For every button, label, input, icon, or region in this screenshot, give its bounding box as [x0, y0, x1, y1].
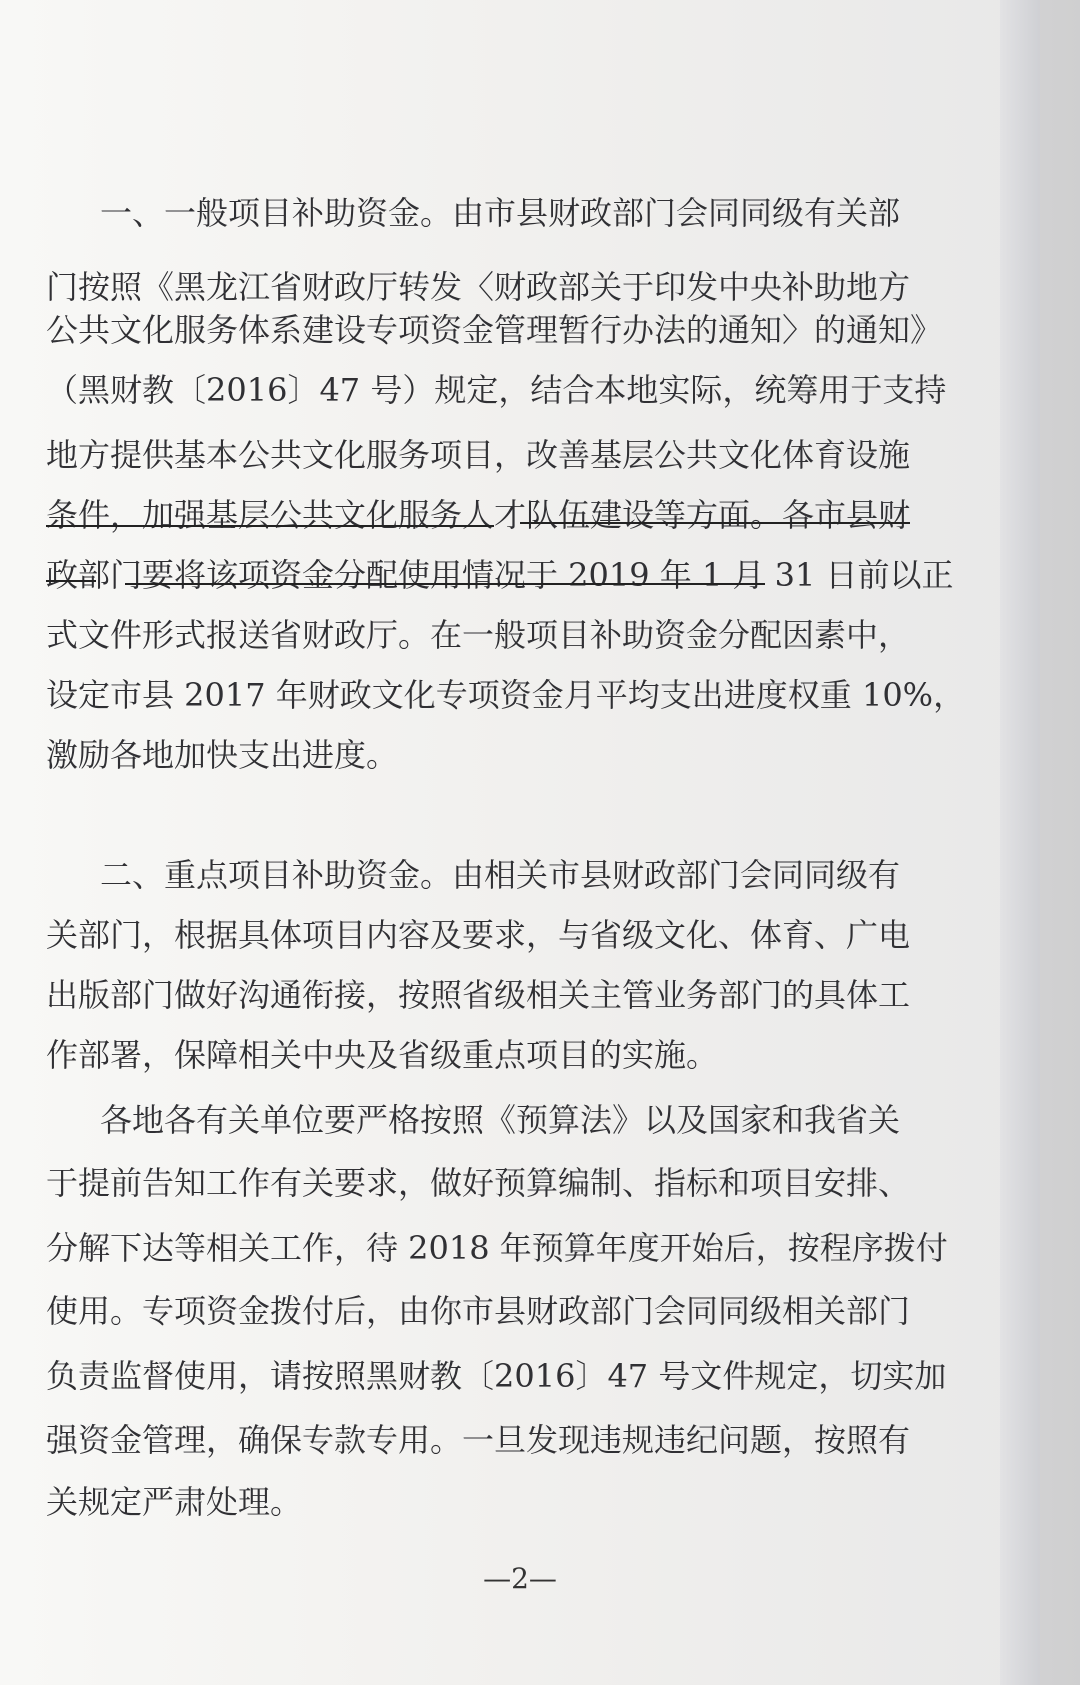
page-number: —2—	[483, 1562, 557, 1595]
paragraph-line: 政部门要将该项资金分配使用情况于 2019 年 1 月 31 日前以正	[46, 556, 954, 594]
paragraph-line: 使用。专项资金拨付后，由你市县财政部门会同同级相关部门	[46, 1292, 911, 1330]
handwritten-underline	[125, 583, 765, 585]
paragraph-line: 分解下达等相关工作，待 2018 年预算年度开始后，按程序拨付	[46, 1229, 948, 1267]
handwritten-underline	[520, 522, 910, 524]
paragraph-line: 设定市县 2017 年财政文化专项资金月平均支出进度权重 10%，	[46, 676, 966, 714]
paragraph-line: 关部门，根据具体项目内容及要求，与省级文化、体育、广电	[46, 916, 911, 954]
handwritten-underline	[46, 580, 96, 582]
paragraph-line: 强资金管理，确保专款专用。一旦发现违规违纪问题，按照有	[46, 1421, 911, 1459]
paragraph-line: 门按照《黑龙江省财政厅转发〈财政部关于印发中央补助地方	[46, 268, 911, 306]
paragraph-line: （黑财教〔2016〕47 号）规定，结合本地实际，统筹用于支持	[46, 371, 947, 409]
paragraph-line: 于提前告知工作有关要求，做好预算编制、指标和项目安排、	[46, 1164, 911, 1202]
paragraph-line: 各地各有关单位要严格按照《预算法》以及国家和我省关	[100, 1101, 901, 1139]
paragraph-line: 公共文化服务体系建设专项资金管理暂行办法的通知〉的通知》	[46, 311, 943, 349]
paragraph-line: 条件，加强基层公共文化服务人才队伍建设等方面。各市县财	[46, 496, 911, 534]
paragraph-line: 地方提供基本公共文化服务项目，改善基层公共文化体育设施	[46, 436, 911, 474]
paragraph-line: 激励各地加快支出进度。	[46, 736, 399, 774]
handwritten-underline	[46, 525, 494, 527]
paragraph-line: 二、重点项目补助资金。由相关市县财政部门会同同级有	[100, 856, 901, 894]
paragraph-line: 作部署，保障相关中央及省级重点项目的实施。	[46, 1036, 719, 1074]
paragraph-line: 一、一般项目补助资金。由市县财政部门会同同级有关部	[100, 194, 901, 232]
paragraph-line: 关规定严肃处理。	[46, 1483, 303, 1521]
paragraph-line: 负责监督使用，请按照黑财教〔2016〕47 号文件规定，切实加	[46, 1357, 947, 1395]
paragraph-line: 式文件形式报送省财政厅。在一般项目补助资金分配因素中，	[46, 616, 911, 654]
paragraph-line: 出版部门做好沟通衔接，按照省级相关主管业务部门的具体工	[46, 976, 911, 1014]
